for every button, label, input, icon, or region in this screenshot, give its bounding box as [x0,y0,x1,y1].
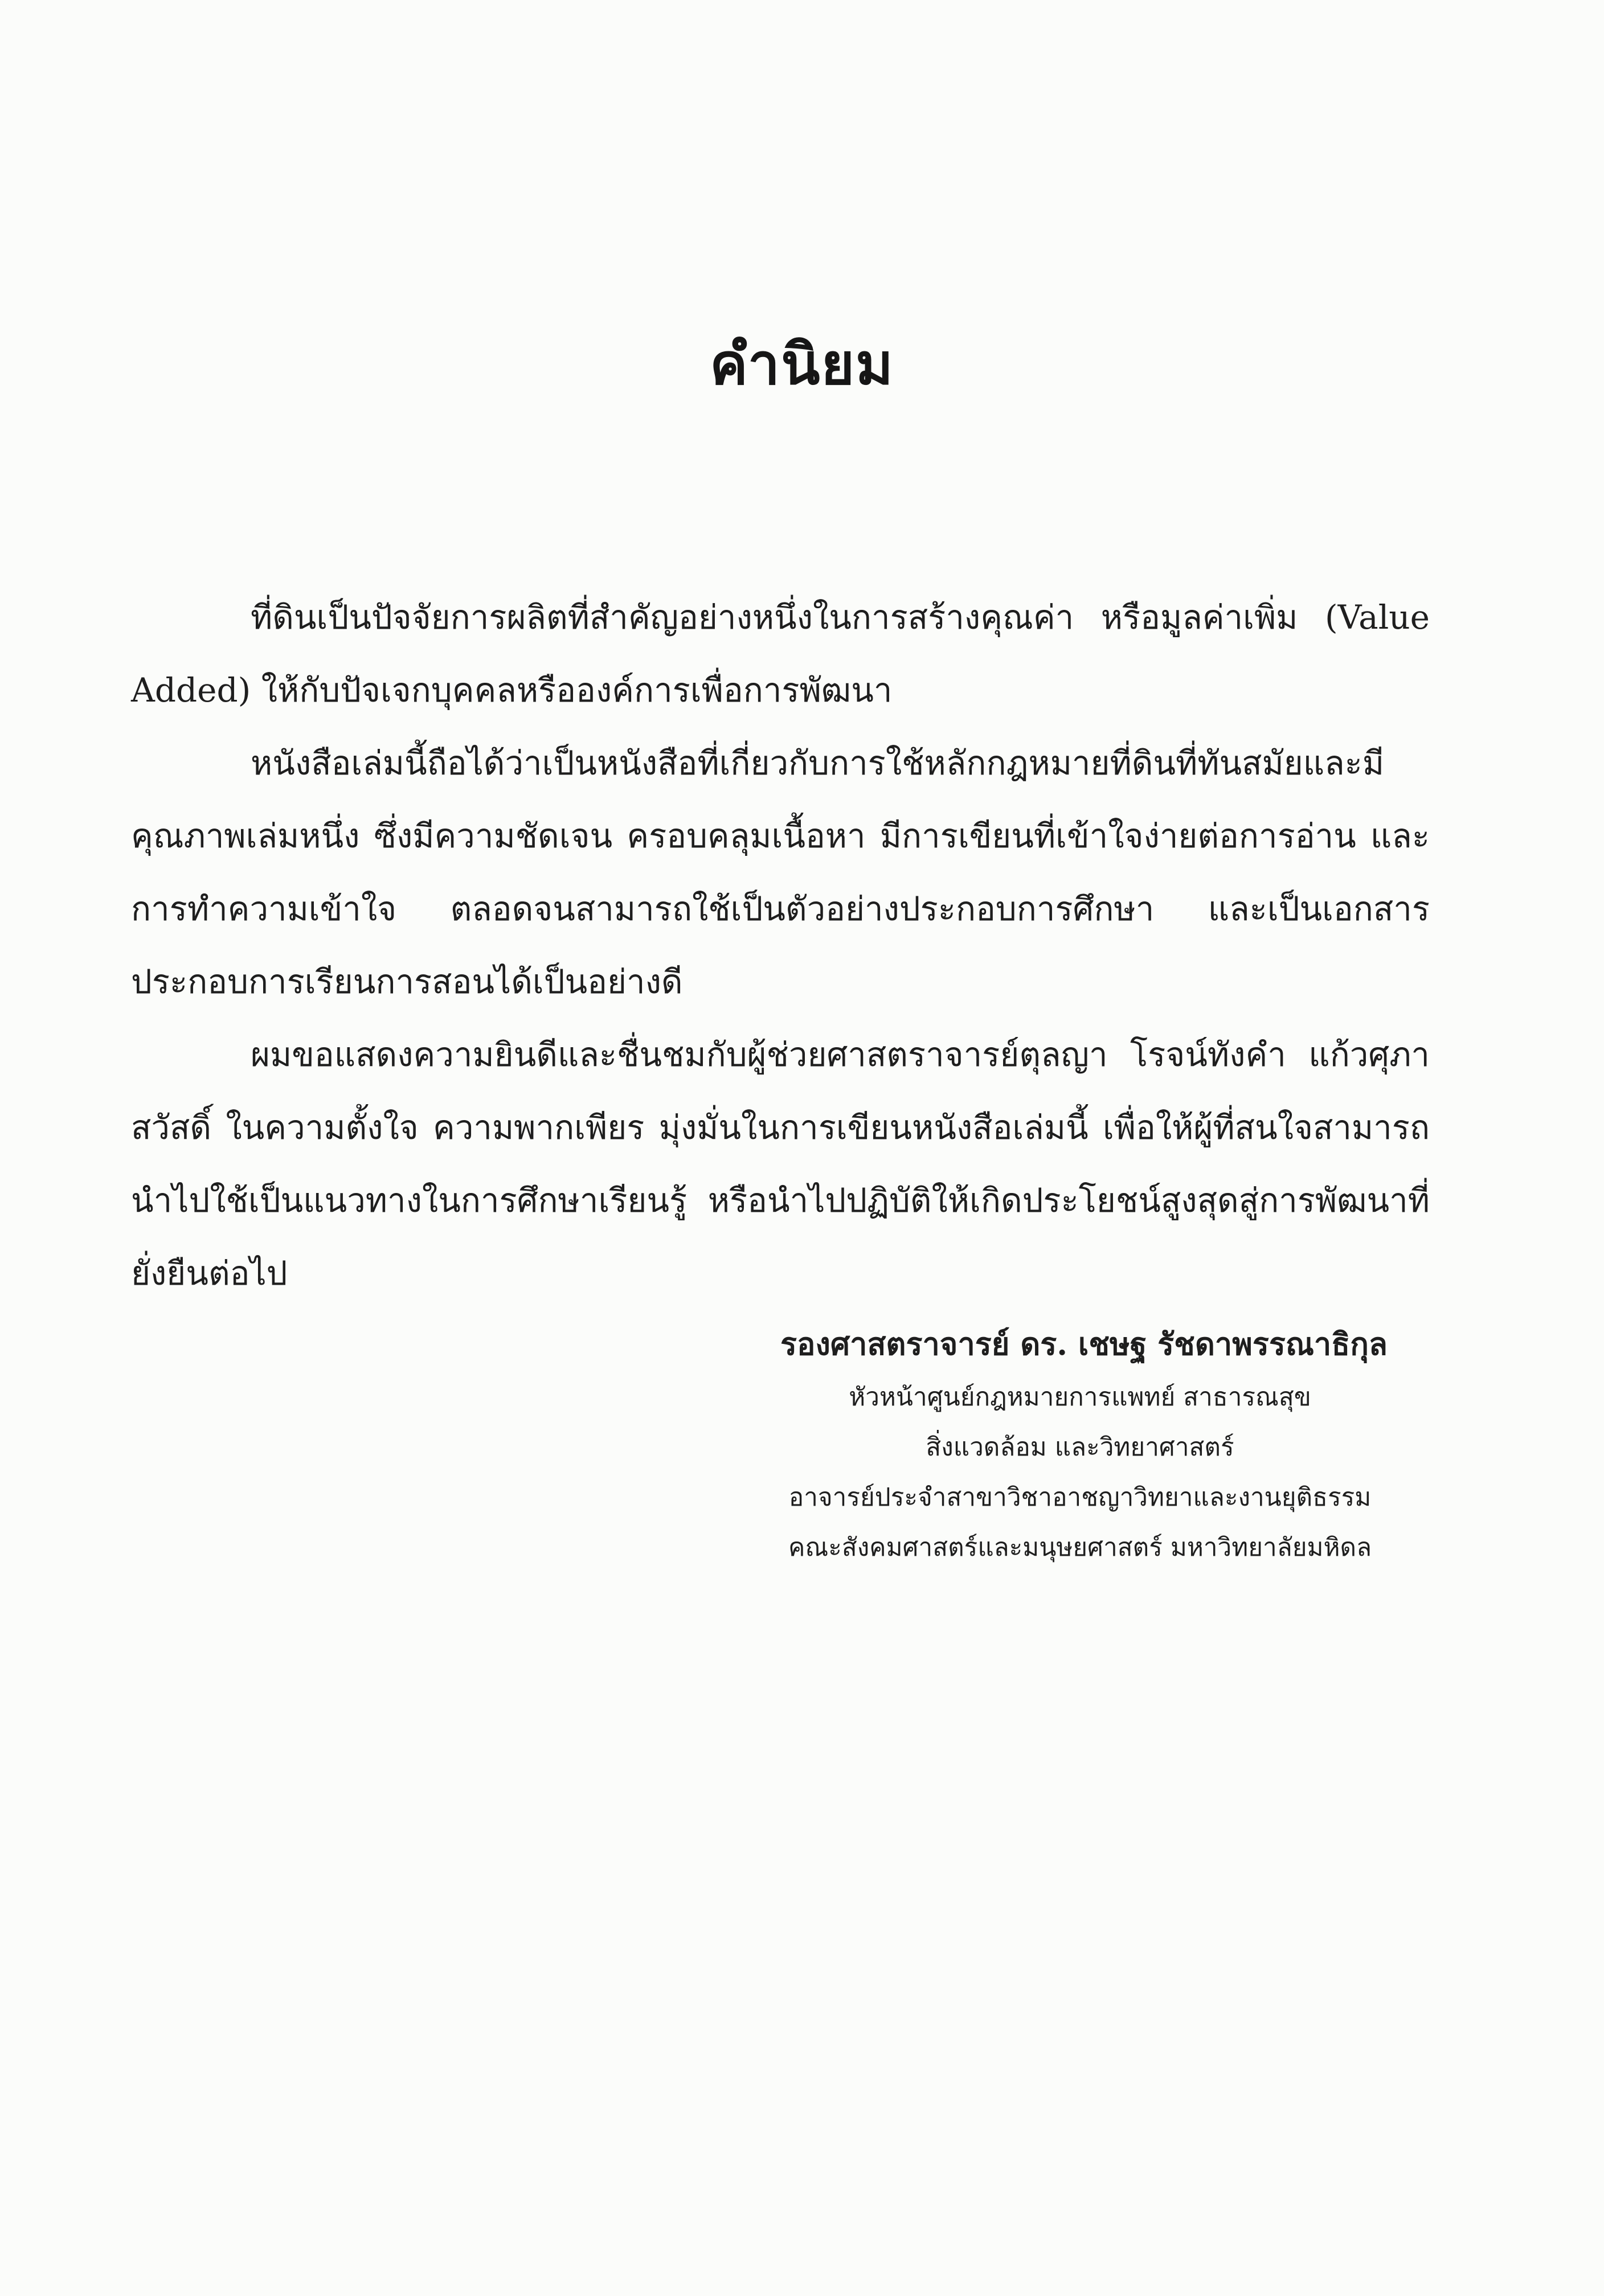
paragraph: ผมขอแสดงความยินดีและชื่นชมกับผู้ช่วยศาสตราจารย์ตุลญา โรจน์ทังคำ แก้วศุภาสวัสดิ์ ในความตั้งใจ ความพากเพียร มุ่งมั่นในการเขียนหนังสือเล่มนี้ เพื่อให้ผู้ที่สนใจสามารถนำไปใช้เป็นแนวทางในการศึกษาเรียนรู้ หรือนำไปปฏิบัติให้เกิดประโยชน์สูงสุดสู่การพัฒนาที่ยั่งยืนต่อไป [131,1035,1430,1293]
signer-title-line: อาจารย์ประจำสาขาวิชาอาชญาวิทยาและงานยุติธรรม [788,1483,1372,1512]
paragraph: หนังสือเล่มนี้ถือได้ว่าเป็นหนังสือที่เกี่ยวกับการใช้หลักกฎหมายที่ดินที่ทันสมัยและมีคุณภาพเล่มหนึ่ง ซึ่งมีความชัดเจน ครอบคลุมเนื้อหา มีการเขียนที่เข้าใจง่ายต่อการอ่าน และการทำความเข้าใจ ตลอดจนสามารถใช้เป็นตัวอย่างประกอบการศึกษา และเป็นเอกสารประกอบการเรียนการสอนได้เป็นอย่างดี [131,744,1430,1001]
signer-title-line: หัวหน้าศูนย์กฎหมายการแพทย์ สาธารณสุข [849,1383,1311,1412]
signature-block [772,1315,1388,1573]
page-title: คำนิยม [710,330,894,397]
signer-affiliation [772,1372,1388,1573]
paragraph: ที่ดินเป็นปัจจัยการผลิตที่สำคัญอย่างหนึ่งในการสร้างคุณค่า หรือมูลค่าเพิ่ม (Value Added) ให้กับปัจเจกบุคคลหรือองค์การเพื่อการพัฒนา [131,598,1430,710]
signer-title-line: คณะสังคมศาสตร์และมนุษยศาสตร์ มหาวิทยาลัยมหิดล [788,1533,1372,1562]
body-text [131,581,1430,1310]
signer-name: รองศาสตราจารย์ ดร. เชษฐ รัชดาพรรณาธิกุล [780,1326,1388,1362]
signer-title-line: สิ่งแวดล้อม และวิทยาศาสตร์ [926,1433,1234,1462]
